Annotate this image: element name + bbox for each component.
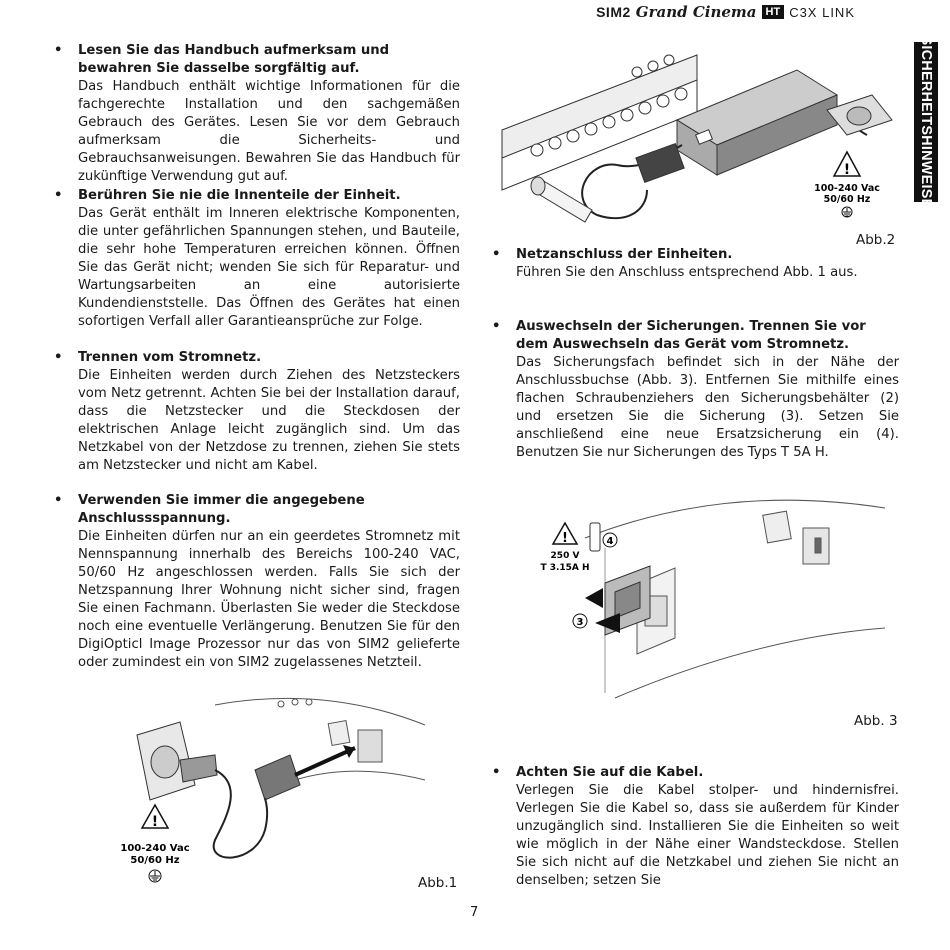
section-body: Das Gerät enthält im Inneren elektrische Komponenten, die unter gefährlichen Spannungen stehen, und Bauteile, die sehr hohe Temperaturen erreichen können. Öffnen Sie das Gerät nicht; wenden Sie sich für Reparatur- und Wartungsarbeiten an eine autorisierte Kundendienststelle. Das Öffnen des Gerätes hat einen sofortigen Verfall aller Garantieansprüche zur Folge. — [78, 206, 460, 329]
section-body: Die Einheiten werden durch Ziehen des Netzsteckers vom Netz getrennt. Achten Sie bei der Installation darauf, dass die Netzstecker und die Steckdosen der elektrischen Anlage leicht zugänglich sind. Um das Netzkabel von der Netzdose zu trennen, ziehen Sie stets am Netzstecker und nicht am Kabel. — [78, 368, 460, 473]
figure-caption: Abb. 3 — [854, 713, 898, 729]
bullet: • — [492, 319, 501, 334]
schuko-plug-drawing — [180, 755, 217, 782]
bullet: • — [492, 247, 501, 262]
brand-grand-cinema: Grand Cinema — [635, 3, 757, 21]
section-no-touch — [54, 187, 460, 331]
page-number: 7 — [470, 905, 479, 920]
figure-abb1 — [105, 690, 435, 895]
bullet: • — [54, 350, 63, 365]
callout-4-icon — [603, 533, 617, 547]
bullet: • — [54, 43, 63, 58]
section-body: Die Einheiten dürfen nur an ein geerdetes Stromnetz mit Nennspannung innerhalb des Bereichs 100-240 VAC, 50/60 Hz angeschlossen werden. Falls Sie sich der Netzspannung Ihrer Wohnung nicht sicher sind, fragen Sie einen Fachmann. Überlasten Sie weder die Steckdose noch eine eventuelle Verlängerung. Benutzen Sie für den DigiOpticl Image Prozessor nur das von SIM2 gelieferte oder zumindest ein von SIM2 zugelassenes Netzteil. — [78, 529, 460, 670]
callout-number: 4 — [606, 536, 614, 547]
brand-ht-badge: HT — [762, 5, 785, 19]
ground-icon — [842, 207, 852, 217]
section-body: Das Sicherungsfach befindet sich in der Nähe der Anschlussbuchse (Abb. 3). Entfernen Sie mithilfe eines flachen Schraubenziehers den Sicherungsbehälter (2) und ersetzen Sie die Sicherung (3). Setzen Sie anschließend eine neue Ersatzsicherung ein (4). Benutzen Sie nur Sicherungen des Typs T 5A H. — [516, 355, 899, 460]
figure-caption: Abb.2 — [856, 232, 896, 248]
section-title: Berühren Sie nie die Innenteile der Einheit. — [78, 188, 401, 203]
figure-caption: Abb.1 — [418, 875, 458, 891]
section-title: Achten Sie auf die Kabel. — [516, 765, 704, 780]
warning-triangle-icon — [834, 152, 860, 178]
callout-3-icon — [573, 614, 587, 628]
figure-abb2 — [497, 40, 897, 235]
figure-label: 250 V — [550, 551, 580, 561]
section-body: Führen Sie den Anschluss entsprechend Abb. 1 aus. — [516, 265, 858, 280]
section-mains-connection — [492, 246, 899, 282]
svg-text:!: ! — [151, 814, 159, 830]
figure-abb3 — [525, 488, 895, 716]
section-voltage — [54, 492, 460, 672]
bullet: • — [54, 188, 63, 203]
callout-number: 3 — [576, 617, 584, 628]
section-body: Verlegen Sie die Kabel stolper- und hindernisfrei. Verlegen Sie die Kabel so, dass sie außerdem für Kinder unzugänglich sind. Installieren Sie die Einheiten so weit wie möglich in der Nähe einer Wandsteckdose. Stellen Sie sich nicht auf die Netzkabel und ziehen Sie nicht an denselben; setzen Sie — [516, 783, 899, 888]
section-title: Netzanschluss der Einheiten. — [516, 247, 733, 262]
bullet: • — [54, 493, 63, 508]
svg-text:!: ! — [843, 162, 851, 178]
brand-sim2: SIM2 — [596, 4, 631, 20]
section-title: Trennen vom Stromnetz. — [78, 350, 262, 365]
iec-plug-drawing — [255, 755, 300, 800]
device-panel-drawing — [215, 698, 425, 785]
figure-label: 50/60 Hz — [130, 855, 180, 866]
page-header — [596, 3, 855, 21]
figure-label: 100-240 Vac — [814, 183, 880, 194]
iec-plug-drawing — [636, 144, 684, 183]
side-tab-label: SICHERHEITSHINWEISE — [918, 35, 934, 209]
fuse-drawing — [590, 523, 600, 551]
section-read-manual — [54, 42, 460, 186]
section-title: Lesen Sie das Handbuch aufmerksam und bewahren Sie dasselbe sorgfältig auf. — [78, 43, 390, 76]
model-name: C3X LINK — [789, 4, 855, 20]
section-body: Das Handbuch enthält wichtige Informationen für die fachgerechte Installation und den sachgemäßen Gebrauch des Gerätes. Lesen Sie vor dem Gebrauch aufmerksam die Sicherheits- und Gebrauchsanweisungen. Bewahren Sie das Handbuch für zukünftige Verwendung gut auf. — [78, 79, 460, 184]
section-title: Auswechseln der Sicherungen. Trennen Sie vor dem Auswechseln das Gerät vom Stromnetz. — [516, 319, 866, 352]
figure-label: 50/60 Hz — [823, 194, 871, 205]
power-adapter-drawing — [677, 70, 837, 175]
bullet: • — [492, 765, 501, 780]
section-disconnect — [54, 349, 460, 475]
figure-label: T 3.15A H — [540, 563, 590, 573]
section-fuse-replacement — [492, 318, 899, 462]
warning-triangle-icon — [553, 523, 577, 546]
figure-label: 100-240 Vac — [120, 843, 190, 854]
section-title: Verwenden Sie immer die angegebene Anschlussspannung. — [78, 493, 365, 526]
warning-triangle-icon — [142, 805, 168, 830]
svg-text:!: ! — [562, 531, 568, 546]
ground-icon — [149, 870, 161, 882]
section-cables — [492, 764, 899, 890]
section-side-tab — [914, 35, 938, 209]
